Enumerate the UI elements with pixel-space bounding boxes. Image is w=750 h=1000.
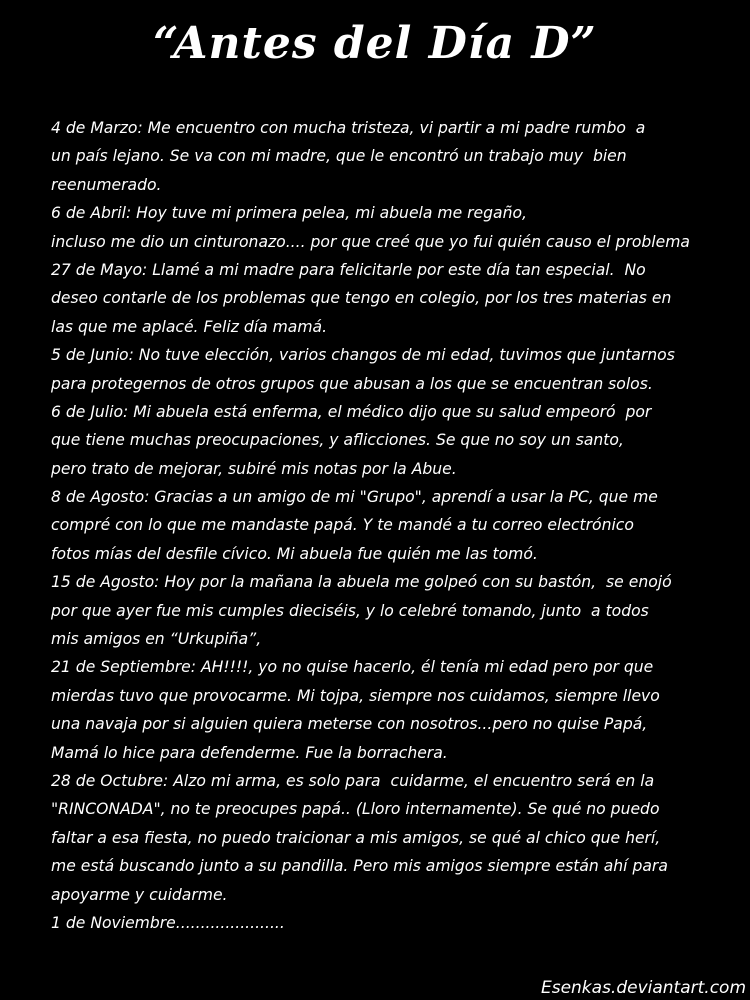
diary-line: 28 de Octubre: Alzo mi arma, es solo para cuidarme, el encuentro será en la xyxy=(51,771,655,790)
diary-line: 6 de Abril: Hoy tuve mi primera pelea, mi abuela me regaño, xyxy=(51,204,527,223)
diary-line: 4 de Marzo: Me encuentro con mucha tristeza, vi partir a mi padre rumbo a xyxy=(51,119,646,137)
diary-line: deseo contarle de los problemas que tengo en colegio, por los tres materias en xyxy=(51,289,672,308)
diary-line: faltar a esa fiesta, no puedo traicionar a mis amigos, se qué al chico que herí, xyxy=(51,828,661,847)
diary-line: 27 de Mayo: Llamé a mi madre para felicitarle por este día tan especial. No xyxy=(51,260,646,279)
diary-line: 5 de Junio: No tuve elección, varios changos de mi edad, tuvimos que juntarnos xyxy=(51,346,675,365)
diary-line: que tiene muchas preocupaciones, y aflicciones. Se que no soy un santo, xyxy=(51,431,624,450)
diary-line: las que me aplacé. Feliz día mamá. xyxy=(51,317,328,336)
diary-line: incluso me dio un cinturonazo.... por que creé que yo fui quién causo el problema xyxy=(51,232,690,251)
watermark: Esenkas.deviantart.com xyxy=(540,978,746,998)
diary-line: Mamá lo hice para defenderme. Fue la borrachera. xyxy=(51,743,448,762)
diary-line: apoyarme y cuidarme. xyxy=(51,885,228,904)
diary-line: reenumerado. xyxy=(51,175,162,194)
diary-line: compré con lo que me mandaste papá. Y te mandé a tu correo electrónico xyxy=(51,516,634,535)
page-title: “Antes del Día D” xyxy=(153,18,597,69)
diary-line: 1 de Noviembre...................... xyxy=(51,913,285,932)
diary-line: 8 de Agosto: Gracias a un amigo de mi "Grupo", aprendí a usar la PC, que me xyxy=(51,488,658,507)
diary-line: mis amigos en “Urkupiña”, xyxy=(51,630,262,649)
diary-line: 15 de Agosto: Hoy por la mañana la abuela me golpeó con su bastón, se enojó xyxy=(51,573,672,592)
diary-line: para protegernos de otros grupos que abusan a los que se encuentran solos. xyxy=(51,374,653,393)
diary-line: me está buscando junto a su pandilla. Pero mis amigos siempre están ahí para xyxy=(51,857,668,876)
diary-line: una navaja por si alguien quiera meterse con nosotros...pero no quise Papá, xyxy=(51,715,648,734)
diary-line: por que ayer fue mis cumples dieciséis, y lo celebré tomando, junto a todos xyxy=(51,601,649,620)
diary-line: fotos mías del desfile cívico. Mi abuela fue quién me las tomó. xyxy=(51,544,538,563)
diary-line: 21 de Septiembre: AH!!!!, yo no quise hacerlo, él tenía mi edad pero por que xyxy=(51,658,654,677)
diary-line: pero trato de mejorar, subiré mis notas por la Abue. xyxy=(51,459,457,478)
diary-line: "RINCONADA", no te preocupes papá.. (Lloro internamente). Se qué no puedo xyxy=(51,800,660,819)
diary-text xyxy=(51,114,741,937)
diary-line: 6 de Julio: Mi abuela está enferma, el médico dijo que su salud empeoró por xyxy=(51,402,652,421)
diary-line: un país lejano. Se va con mi madre, que le encontró un trabajo muy bien xyxy=(51,147,627,166)
diary-line: mierdas tuvo que provocarme. Mi tojpa, siempre nos cuidamos, siempre llevo xyxy=(51,686,660,705)
